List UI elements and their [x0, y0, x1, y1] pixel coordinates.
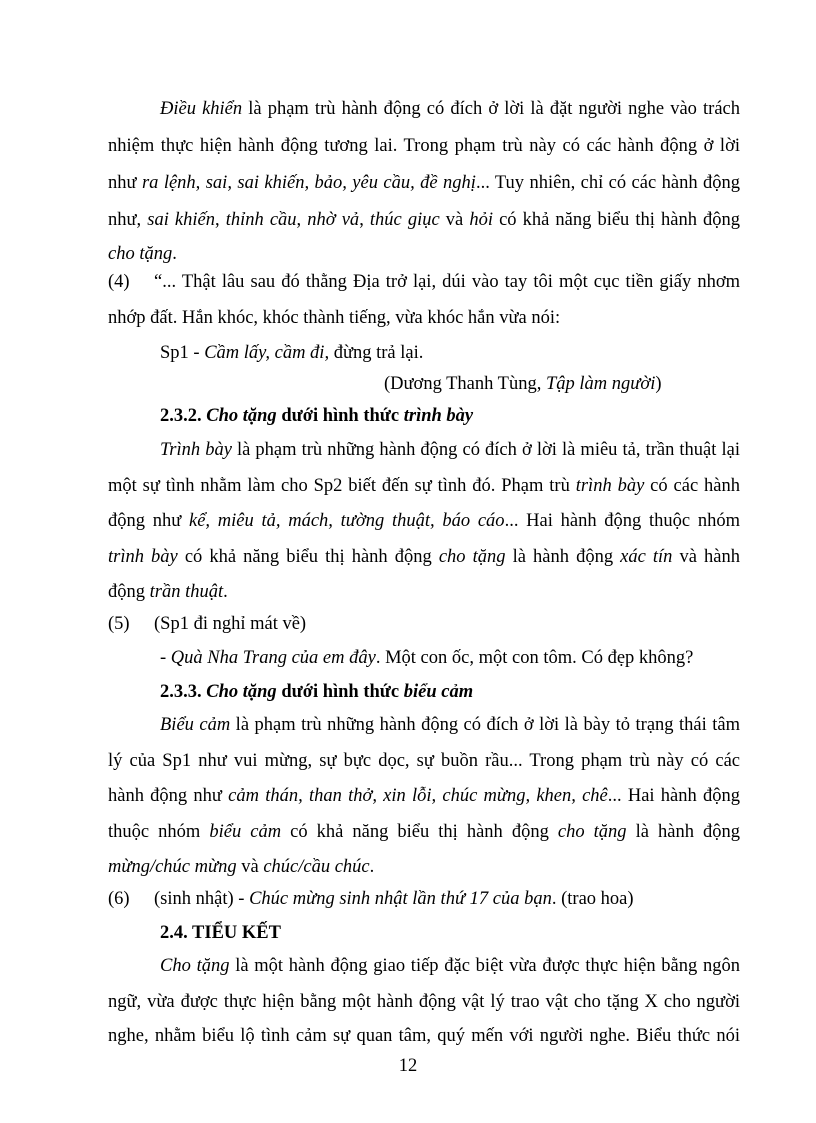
para1-line4: như, sai khiến, thỉnh cầu, nhờ vả, thúc giục và hỏi có khả năng biểu thị hành động	[108, 210, 741, 230]
para2-line4: trình bày có khả năng biểu thị hành động cho tặng là hành động xác tín và hành	[108, 547, 740, 567]
page-number: 12	[398, 1056, 418, 1076]
para2-line2: một sự tình nhằm làm cho Sp2 biết đến sự tình đó. Phạm trù trình bày có các hành	[108, 476, 740, 496]
example-4-source: (Dương Thanh Tùng, Tập làm người)	[384, 374, 662, 394]
para4-line2: ngữ, vừa được thực hiện bằng một hành động vật lý trao vật cho tặng X cho người	[108, 992, 740, 1012]
para3-line4: thuộc nhóm biểu cảm có khả năng biểu thị hành động cho tặng là hành động	[108, 822, 740, 842]
example-5-number: (5)	[108, 614, 130, 634]
para3-line5: mừng/chúc mừng và chúc/cầu chúc.	[108, 857, 375, 877]
para3-line3: hành động như cảm thán, than thở, xin lỗi, chúc mừng, khen, chê... Hai hành động	[108, 786, 740, 806]
para4-line3: nghe, nhằm biểu lộ tình cảm sự quan tâm, quý mến với người nghe. Biểu thức nói	[108, 1026, 740, 1046]
para1-line1: Điều khiển là phạm trù hành động có đích ở lời là đặt người nghe vào trách	[160, 99, 740, 119]
example-6-number: (6)	[108, 889, 130, 909]
example-5-line1: (5) (Sp1 đi nghỉ mát về)	[108, 614, 307, 634]
para2-line1: Trình bày là phạm trù những hành động có đích ở lời là miêu tả, trần thuật lại	[160, 440, 740, 460]
example-6: (6) (sinh nhật) - Chúc mừng sinh nhật lần thứ 17 của bạn. (trao hoa)	[108, 889, 634, 909]
example-4-line1: (4) “... Thật lâu sau đó thằng Địa trở lại, dúi vào tay tôi một cục tiền giấy nhơm	[108, 272, 740, 292]
para1-line2: nhiệm thực hiện hành động tương lai. Trong phạm trù này có các hành động ở lời	[108, 136, 740, 156]
para3-line1: Biểu cảm là phạm trù những hành động có đích ở lời là bày tỏ trạng thái tâm	[160, 715, 740, 735]
section-heading-2-4: 2.4. TIỂU KẾT	[160, 923, 281, 943]
para4-line1: Cho tặng là một hành động giao tiếp đặc biệt vừa được thực hiện bằng ngôn	[160, 956, 741, 976]
section-heading-2-3-3: 2.3.3. Cho tặng dưới hình thức biểu cảm	[160, 682, 474, 702]
example-5-line2: - Quà Nha Trang của em đây. Một con ốc, một con tôm. Có đẹp không?	[160, 648, 694, 668]
example-4-line2: nhớp đất. Hắn khóc, khóc thành tiếng, vừa khóc hắn vừa nói:	[108, 308, 561, 328]
para1-line3: như ra lệnh, sai, sai khiến, bảo, yêu cầu, đề nghị... Tuy nhiên, chỉ có các hành động	[108, 173, 740, 193]
example-4-number: (4)	[108, 272, 130, 292]
example-4-line3: Sp1 - Cầm lấy, cầm đi, đừng trả lại.	[160, 343, 424, 363]
para1-line5: cho tặng.	[108, 244, 177, 264]
para2-line5: động trần thuật.	[108, 582, 228, 602]
section-heading-2-3-2: 2.3.2. Cho tặng dưới hình thức trình bày	[160, 406, 474, 426]
para2-line3: động như kể, miêu tả, mách, tường thuật, báo cáo... Hai hành động thuộc nhóm	[108, 511, 741, 531]
para3-line2: lý của Sp1 như vui mừng, sự bực dọc, sự buồn rầu... Trong phạm trù này có các	[108, 751, 740, 771]
